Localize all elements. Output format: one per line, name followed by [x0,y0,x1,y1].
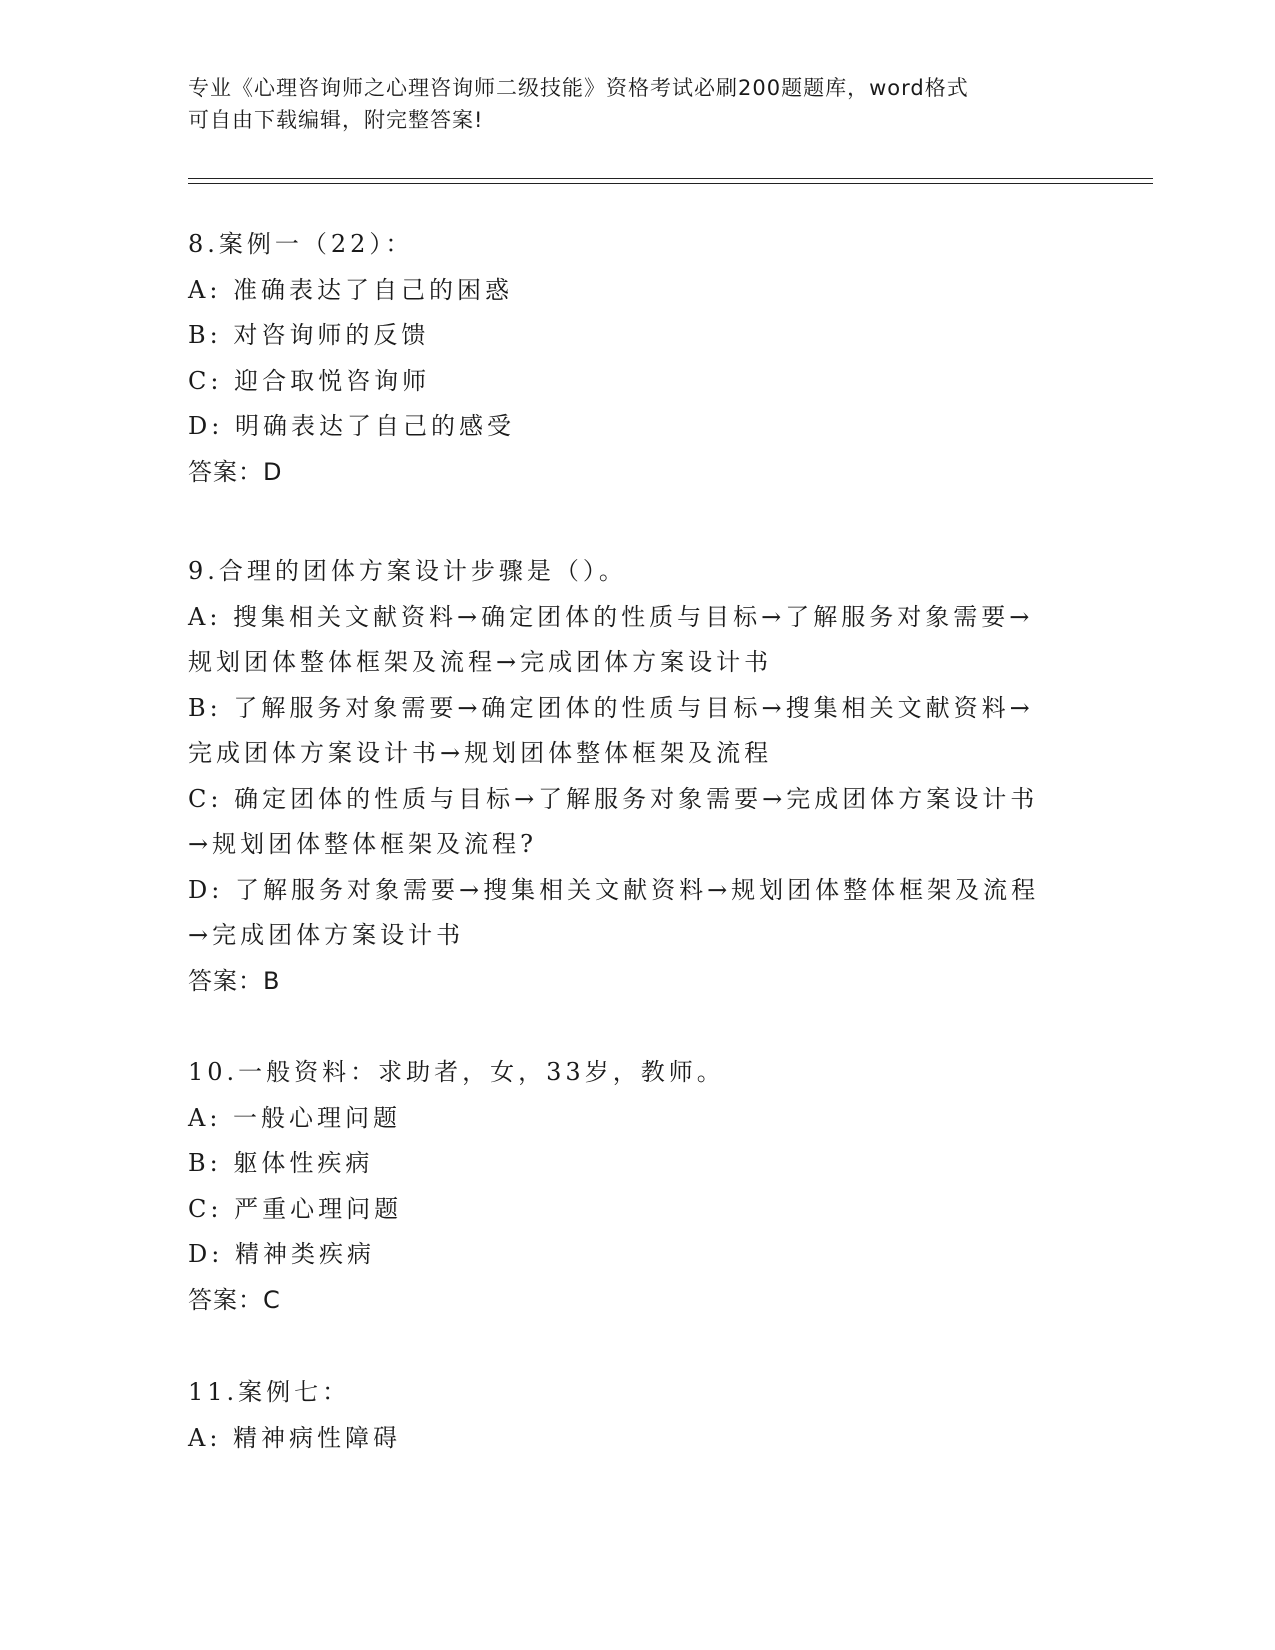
option-a: A: 一般心理问题 [188,1103,402,1132]
option-b: B: 了解服务对象需要→确定团体的性质与目标→搜集相关文献资料→ [188,693,1034,722]
option-a: A: 搜集相关文献资料→确定团体的性质与目标→了解服务对象需要→ [188,602,1034,631]
option-d: D: 了解服务对象需要→搜集相关文献资料→规划团体整体框架及流程 [188,875,1040,904]
document-header [188,72,1068,136]
question-stem: 10.一般资料：求助者，女，33岁，教师。 [188,1058,725,1086]
question-11 [188,1370,1088,1461]
question-stem: 9.合理的团体方案设计步骤是（）。 [188,557,627,585]
answer: 答案：B [188,966,281,995]
option-d-continued: →完成团体方案设计书 [188,921,465,949]
option-c: C: 严重心理问题 [188,1194,403,1223]
option-b-continued: 完成团体方案设计书→规划团体整体框架及流程 [188,739,773,767]
option-b: B: 躯体性疾病 [188,1149,374,1177]
header-line-1: 专业《心理咨询师之心理咨询师二级技能》资格考试必刷200题题库，word格式 [188,76,969,100]
option-a-continued: 规划团体整体框架及流程→完成团体方案设计书 [188,648,773,676]
option-c-continued: →规划团体整体框架及流程? [188,830,537,858]
question-8 [188,222,1088,495]
header-divider-bottom [188,183,1153,184]
option-d: D: 精神类疾病 [188,1240,375,1268]
question-9 [188,549,1088,1004]
header-divider-top [188,178,1153,179]
option-c: C: 迎合取悦咨询师 [188,366,431,395]
question-stem: 8.案例一（22）： [188,230,414,258]
header-line-2: 可自由下载编辑，附完整答案! [188,108,484,132]
option-b: B: 对咨询师的反馈 [188,321,430,349]
question-stem: 11.案例七： [188,1378,351,1406]
answer: 答案：D [188,457,283,486]
option-a: A: 准确表达了自己的困惑 [188,275,514,304]
question-10 [188,1050,1088,1323]
answer: 答案：C [188,1285,281,1314]
option-d: D: 明确表达了自己的感受 [188,412,515,440]
option-c: C: 确定团体的性质与目标→了解服务对象需要→完成团体方案设计书 [188,784,1039,813]
option-a: A: 精神病性障碍 [188,1423,402,1452]
